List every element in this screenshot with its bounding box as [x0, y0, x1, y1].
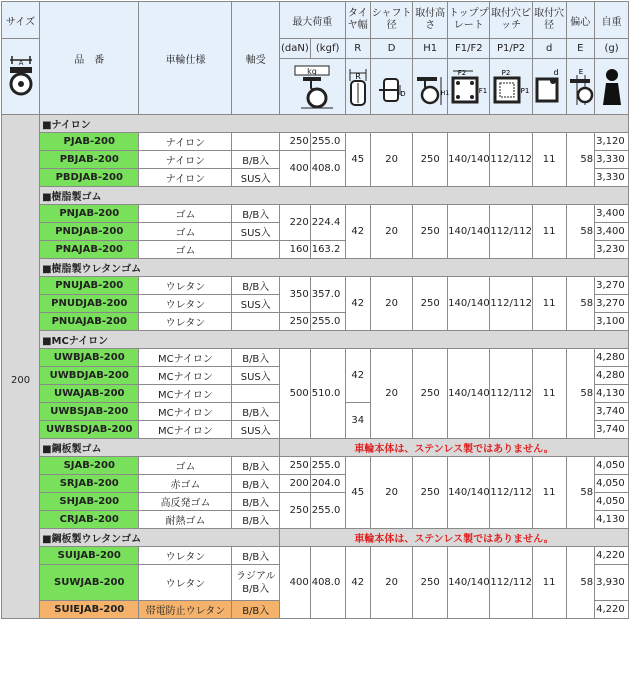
bearing: SUS入	[232, 367, 280, 385]
weight: 3,230	[595, 241, 629, 259]
wheel-spec: MCナイロン	[139, 349, 232, 367]
mount-height: 250	[413, 547, 448, 619]
part-number: UWBSDJAB-200	[40, 421, 139, 439]
svg-text:A: A	[18, 59, 23, 67]
wheel-spec: ウレタン	[139, 565, 232, 601]
wheel-spec: ウレタン	[139, 295, 232, 313]
hole-dia: 11	[532, 349, 566, 439]
part-number: CRJAB-200	[40, 511, 139, 529]
caster-spec-table	[1, 1, 629, 619]
wheel-spec: MCナイロン	[139, 367, 232, 385]
max-load-kgf-header: (kgf)	[310, 39, 345, 59]
size-icon-cell	[2, 39, 40, 115]
category-row	[2, 115, 629, 133]
wheel-spec: 耐熱ゴム	[139, 511, 232, 529]
bearing: B/B入	[232, 475, 280, 493]
svg-text:F2: F2	[457, 68, 467, 77]
part-number: PNAJAB-200	[40, 241, 139, 259]
load-kgf: 255.0	[310, 457, 345, 475]
bearing: B/B入	[232, 277, 280, 295]
wheel-spec: ウレタン	[139, 277, 232, 295]
shaft-dia: 20	[370, 349, 412, 439]
bearing	[232, 133, 280, 151]
top-plate: 140/140	[448, 205, 490, 259]
table-row	[2, 547, 629, 565]
weight: 3,930	[595, 565, 629, 601]
table-row	[2, 349, 629, 367]
part-number: PNDJAB-200	[40, 223, 139, 241]
category-mc-nylon: ■MCナイロン	[40, 331, 629, 349]
header-row-1	[2, 2, 629, 39]
offset-icon	[567, 65, 593, 109]
category-row	[2, 187, 629, 205]
offset: 58	[566, 547, 595, 619]
load-dan: 250	[280, 133, 311, 151]
svg-text:kg: kg	[307, 66, 318, 76]
category-row	[2, 331, 629, 349]
wheel-spec: ナイロン	[139, 169, 232, 187]
svg-text:P2: P2	[501, 68, 511, 77]
svg-text:R: R	[355, 71, 361, 81]
tire-width: 34	[345, 403, 370, 439]
load-icon-cell	[280, 59, 346, 115]
category-steel-rubber: ■鋼板製ゴム	[40, 439, 280, 457]
bearing: B/B入	[232, 601, 280, 619]
bearing: B/B入	[232, 403, 280, 421]
hole-dia-header: 取付穴径	[532, 2, 566, 39]
load-kgf: 224.4	[310, 205, 345, 241]
load-dan: 160	[280, 241, 311, 259]
part-number: PJAB-200	[40, 133, 139, 151]
part-number: PNUDJAB-200	[40, 295, 139, 313]
weight: 3,330	[595, 169, 629, 187]
wheel-spec: MCナイロン	[139, 385, 232, 403]
tire-width: 42	[345, 277, 370, 331]
top-plate: 140/140	[448, 547, 490, 619]
top-plate: 140/140	[448, 457, 490, 529]
category-row	[2, 439, 629, 457]
part-number: UWAJAB-200	[40, 385, 139, 403]
svg-text:D: D	[399, 89, 406, 98]
weight: 4,050	[595, 493, 629, 511]
part-number: SUIEJAB-200	[40, 601, 139, 619]
hole-pitch-icon	[491, 65, 531, 109]
wheel-spec: 帯電防止ウレタン	[139, 601, 232, 619]
svg-text:P1: P1	[520, 86, 530, 95]
load-dan: 250	[280, 493, 311, 529]
weight: 3,100	[595, 313, 629, 331]
wheel-spec: ゴム	[139, 457, 232, 475]
top-plate-header: トッププレート	[448, 2, 490, 39]
part-number: UWBDJAB-200	[40, 367, 139, 385]
bearing: B/B入	[232, 151, 280, 169]
weight: 4,220	[595, 547, 629, 565]
bearing: SUS入	[232, 421, 280, 439]
caster-size-icon	[6, 54, 36, 96]
offset: 58	[566, 457, 595, 529]
hole-pitch-icon-cell	[490, 59, 532, 115]
weight-icon-cell	[595, 59, 629, 115]
weight: 3,400	[595, 223, 629, 241]
wheel-spec: ナイロン	[139, 133, 232, 151]
max-load-header: 最大荷重	[280, 2, 346, 39]
offset: 58	[566, 133, 595, 187]
mount-height-sym: H1	[413, 39, 448, 59]
shaft-dia-sym: D	[370, 39, 412, 59]
wheel-spec: ウレタン	[139, 547, 232, 565]
mount-height-header: 取付高さ	[413, 2, 448, 39]
hole-pitch-sym: P1/P2	[490, 39, 532, 59]
weight: 4,130	[595, 511, 629, 529]
load-dan: 400	[280, 547, 311, 619]
warning-note: 車輪本体は、ステンレス製ではありません。	[280, 529, 629, 547]
part-number: SRJAB-200	[40, 475, 139, 493]
mount-height: 250	[413, 205, 448, 259]
top-plate-sym: F1/F2	[448, 39, 490, 59]
bearing: B/B入	[232, 349, 280, 367]
load-dan: 250	[280, 313, 311, 331]
load-weight-icon	[287, 64, 337, 110]
wheel-spec: ゴム	[139, 205, 232, 223]
load-kgf: 255.0	[310, 493, 345, 529]
load-dan: 350	[280, 277, 311, 313]
table-row	[2, 457, 629, 475]
mount-height: 250	[413, 133, 448, 187]
load-kgf: 204.0	[310, 475, 345, 493]
weight: 4,280	[595, 367, 629, 385]
weight: 3,400	[595, 205, 629, 223]
weight: 4,130	[595, 385, 629, 403]
shaft-dia-header: シャフト径	[370, 2, 412, 39]
tire-width: 42	[345, 547, 370, 619]
tire-width: 42	[345, 205, 370, 259]
bearing: SUS入	[232, 223, 280, 241]
part-number: SHJAB-200	[40, 493, 139, 511]
hole-pitch: 112/112	[490, 133, 532, 187]
size-value: 200	[2, 115, 40, 619]
weight: 3,740	[595, 421, 629, 439]
part-number: PNJAB-200	[40, 205, 139, 223]
svg-text:F1: F1	[478, 86, 488, 95]
offset-icon-cell	[566, 59, 595, 115]
tire-width: 45	[345, 133, 370, 187]
offset-header: 偏心	[566, 2, 595, 39]
offset: 58	[566, 349, 595, 439]
wheel-spec: 赤ゴム	[139, 475, 232, 493]
part-number: SUIJAB-200	[40, 547, 139, 565]
wheel-spec: ナイロン	[139, 151, 232, 169]
category-row	[2, 259, 629, 277]
bearing: B/B入	[232, 457, 280, 475]
table-row	[2, 277, 629, 295]
hole-dia: 11	[532, 457, 566, 529]
tire-width-icon-cell	[345, 59, 370, 115]
bearing: B/B入	[232, 511, 280, 529]
weight: 3,270	[595, 277, 629, 295]
load-kgf: 255.0	[310, 313, 345, 331]
svg-text:H1: H1	[441, 89, 450, 97]
weight-icon	[598, 65, 626, 109]
mount-height: 250	[413, 277, 448, 331]
load-kgf: 408.0	[310, 151, 345, 187]
wheel-spec: MCナイロン	[139, 421, 232, 439]
load-kgf: 408.0	[310, 547, 345, 619]
hole-pitch: 112/112	[490, 547, 532, 619]
part-number: SUWJAB-200	[40, 565, 139, 601]
hole-dia-icon	[534, 65, 564, 109]
bearing	[232, 385, 280, 403]
wheel-spec: ウレタン	[139, 313, 232, 331]
category-nylon: ■ナイロン	[40, 115, 629, 133]
weight-header: 自重	[595, 2, 629, 39]
svg-text:E: E	[579, 67, 584, 76]
load-dan: 200	[280, 475, 311, 493]
load-kgf: 510.0	[310, 349, 345, 439]
offset: 58	[566, 205, 595, 259]
top-plate: 140/140	[448, 277, 490, 331]
bearing-header: 軸受	[232, 2, 280, 115]
hole-dia-sym: d	[532, 39, 566, 59]
hole-pitch: 112/112	[490, 205, 532, 259]
bearing	[232, 241, 280, 259]
wheel-spec: ゴム	[139, 241, 232, 259]
weight: 3,270	[595, 295, 629, 313]
offset-sym: E	[566, 39, 595, 59]
weight: 4,050	[595, 475, 629, 493]
shaft-dia: 20	[370, 133, 412, 187]
wheel-spec-header: 車輪仕様	[139, 2, 232, 115]
shaft-dia: 20	[370, 277, 412, 331]
category-resin-rubber: ■樹脂製ゴム	[40, 187, 629, 205]
bearing: B/B入	[232, 205, 280, 223]
top-plate-icon-cell	[448, 59, 490, 115]
bearing: B/B入	[232, 493, 280, 511]
load-dan: 220	[280, 205, 311, 241]
part-number: PBDJAB-200	[40, 169, 139, 187]
load-kgf: 357.0	[310, 277, 345, 313]
hole-dia: 11	[532, 547, 566, 619]
part-number: UWBJAB-200	[40, 349, 139, 367]
tire-width: 42	[345, 349, 370, 403]
part-number: PNUJAB-200	[40, 277, 139, 295]
warning-note: 車輪本体は、ステンレス製ではありません。	[280, 439, 629, 457]
top-plate: 140/140	[448, 133, 490, 187]
wheel-spec: ゴム	[139, 223, 232, 241]
wheel-spec: 高反発ゴム	[139, 493, 232, 511]
part-number: PNUAJAB-200	[40, 313, 139, 331]
weight: 3,740	[595, 403, 629, 421]
part-number: SJAB-200	[40, 457, 139, 475]
weight: 4,220	[595, 601, 629, 619]
max-load-dan-header: (daN)	[280, 39, 311, 59]
category-steel-urethane: ■鋼板製ウレタンゴム	[40, 529, 280, 547]
weight: 3,330	[595, 151, 629, 169]
svg-text:d: d	[553, 67, 559, 77]
weight: 4,050	[595, 457, 629, 475]
bearing: SUS入	[232, 295, 280, 313]
part-no-header: 品 番	[40, 2, 139, 115]
weight: 3,120	[595, 133, 629, 151]
mount-height: 250	[413, 457, 448, 529]
hole-dia: 11	[532, 277, 566, 331]
bearing: ラジアルB/B入	[232, 565, 280, 601]
offset: 58	[566, 277, 595, 331]
category-row	[2, 529, 629, 547]
load-kgf: 163.2	[310, 241, 345, 259]
load-kgf: 255.0	[310, 133, 345, 151]
table-row	[2, 133, 629, 151]
tire-width-icon	[347, 65, 369, 109]
load-dan: 400	[280, 151, 311, 187]
hole-pitch: 112/112	[490, 349, 532, 439]
mount-height: 250	[413, 349, 448, 439]
load-dan: 500	[280, 349, 311, 439]
mount-height-icon-cell	[413, 59, 448, 115]
weight-sym: (g)	[595, 39, 629, 59]
bearing: SUS入	[232, 169, 280, 187]
shaft-dia: 20	[370, 547, 412, 619]
hole-dia: 11	[532, 133, 566, 187]
shaft-dia-icon	[378, 65, 406, 109]
category-resin-urethane: ■樹脂製ウレタンゴム	[40, 259, 629, 277]
weight: 4,280	[595, 349, 629, 367]
hole-pitch: 112/112	[490, 457, 532, 529]
shaft-dia: 20	[370, 205, 412, 259]
top-plate-icon	[449, 65, 489, 109]
load-dan: 250	[280, 457, 311, 475]
tire-width-sym: R	[345, 39, 370, 59]
tire-width: 45	[345, 457, 370, 529]
hole-dia: 11	[532, 205, 566, 259]
table-row	[2, 205, 629, 223]
size-header: サイズ	[2, 2, 40, 39]
hole-dia-icon-cell	[532, 59, 566, 115]
shaft-dia-icon-cell	[370, 59, 412, 115]
wheel-spec: MCナイロン	[139, 403, 232, 421]
bearing	[232, 313, 280, 331]
hole-pitch: 112/112	[490, 277, 532, 331]
hole-pitch-header: 取付穴ピッチ	[490, 2, 532, 39]
bearing: B/B入	[232, 547, 280, 565]
part-number: UWBSJAB-200	[40, 403, 139, 421]
mount-height-icon	[413, 65, 449, 109]
part-number: PBJAB-200	[40, 151, 139, 169]
tire-width-header: タイヤ幅	[345, 2, 370, 39]
shaft-dia: 20	[370, 457, 412, 529]
top-plate: 140/140	[448, 349, 490, 439]
